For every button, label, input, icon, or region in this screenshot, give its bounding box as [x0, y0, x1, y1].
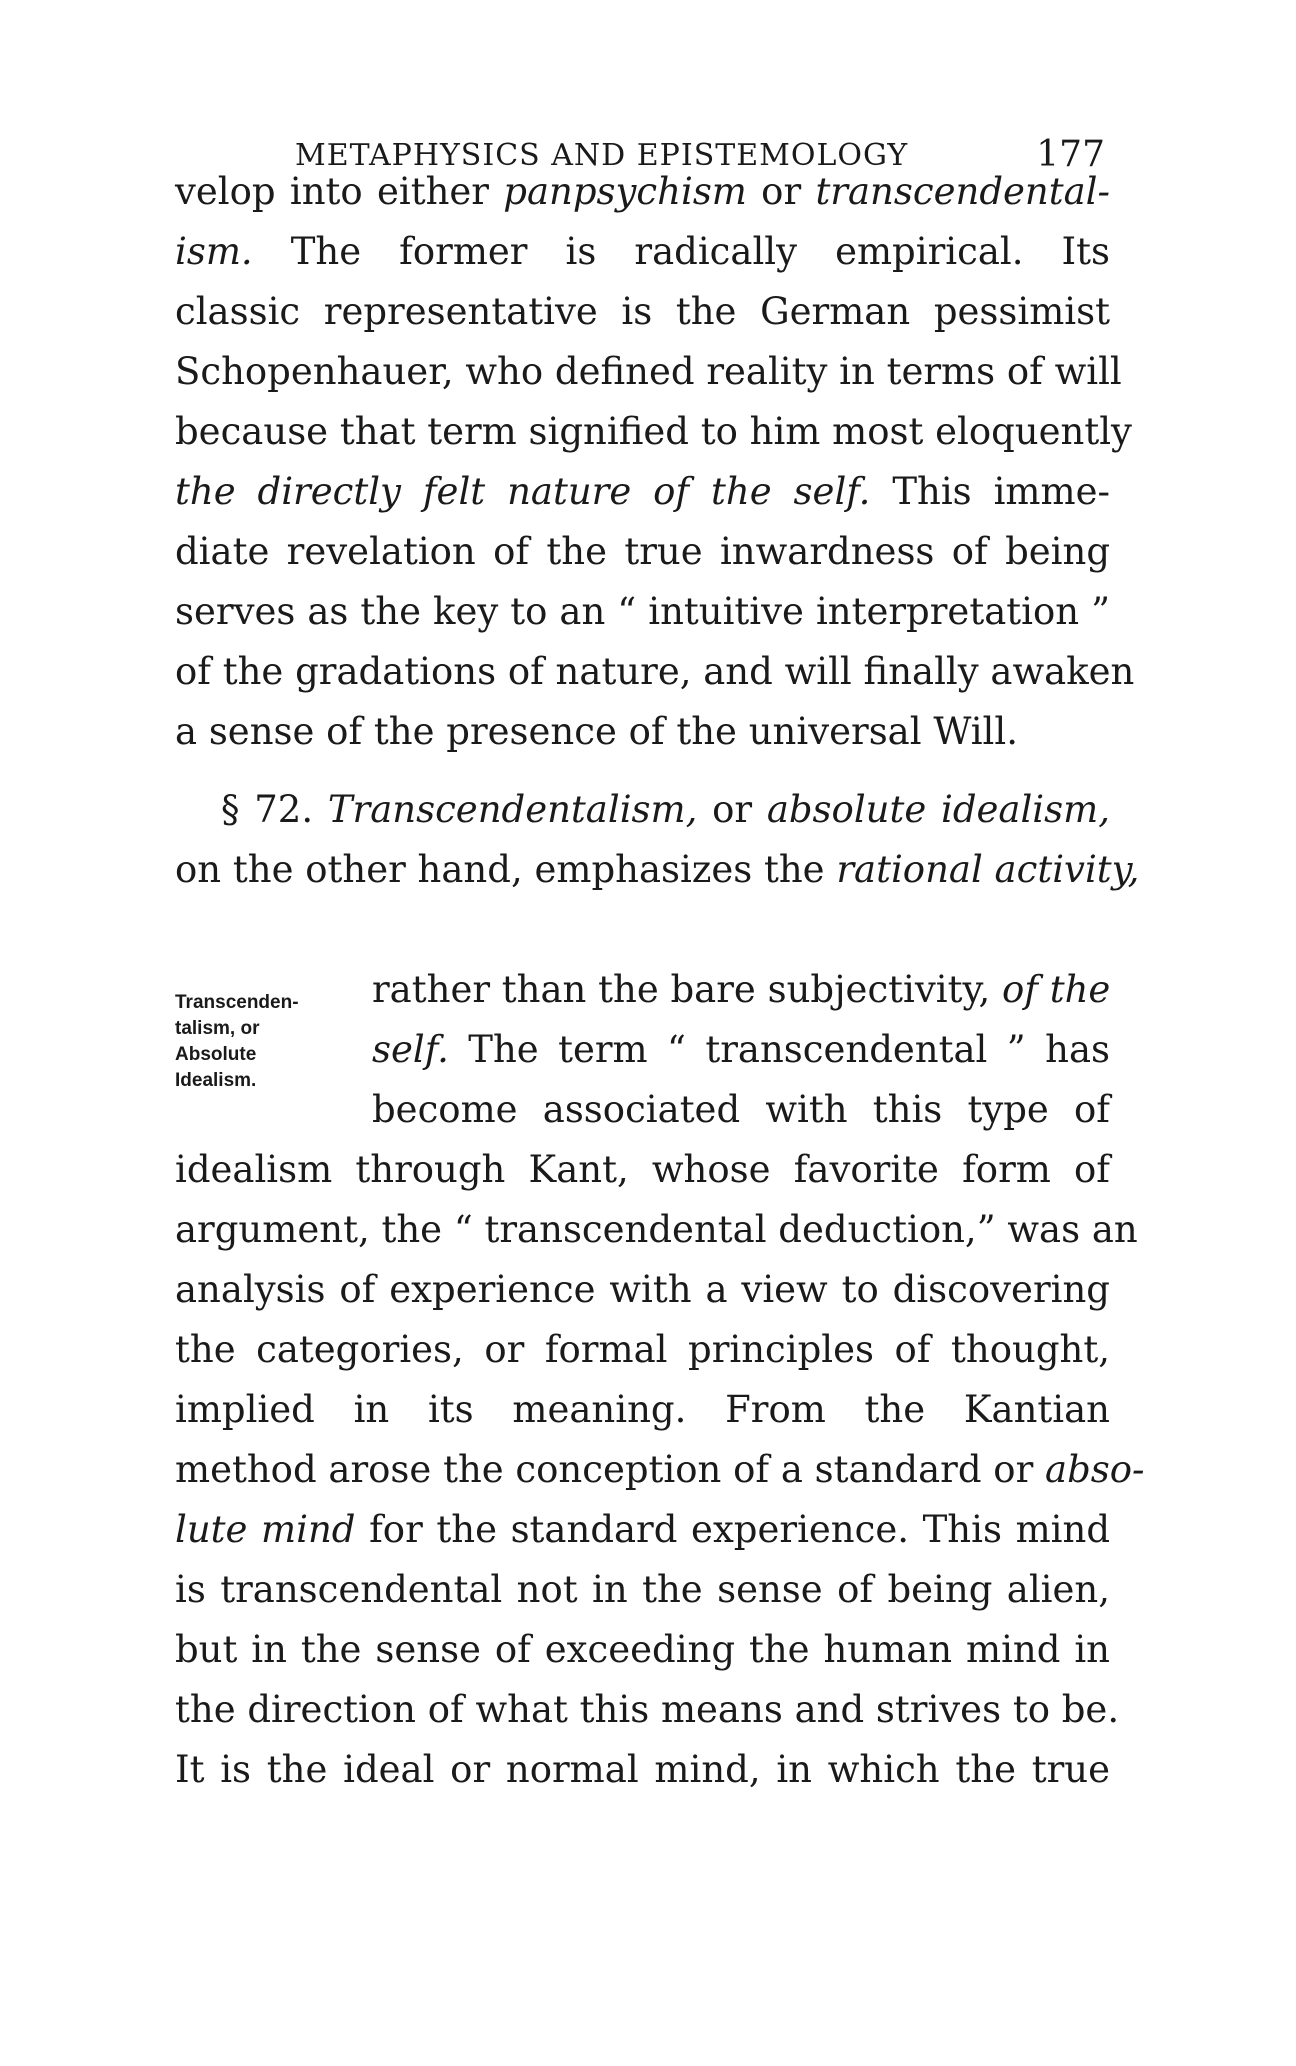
text-line: idealism through Kant, whose favorite form of: [175, 1148, 1110, 1191]
margin-note-line: talism, or: [175, 1018, 260, 1039]
text-line: a sense of the presence of the universal Will.: [175, 710, 1018, 753]
text-line: the categories, or formal principles of thought,: [175, 1328, 1110, 1371]
text-line: It is the ideal or normal mind, in which the true: [175, 1748, 1110, 1791]
margin-note-line: Transcenden-: [175, 992, 299, 1013]
text-line: diate revelation of the true inwardness of being: [175, 530, 1110, 573]
section-heading-line: § 72. Transcendentalism, or absolute idealism,: [221, 788, 1110, 831]
text-line: serves as the key to an “ intuitive interpretation ”: [175, 590, 1110, 633]
page-number: 177: [1036, 134, 1105, 175]
text-line: rather than the bare subjectivity, of the: [372, 968, 1111, 1011]
text-line: classic representative is the German pessimist: [175, 290, 1110, 333]
text-line: argument, the “ transcendental deduction,” was an: [175, 1208, 1138, 1251]
text-line: lute mind for the standard experience. This mind: [175, 1508, 1111, 1551]
text-line: but in the sense of exceeding the human mind in: [175, 1628, 1110, 1671]
text-line: the directly felt nature of the self. This imme-: [175, 470, 1110, 513]
margin-note-line: Absolute: [175, 1044, 257, 1065]
text-line: velop into either panpsychism or transcendental-: [175, 170, 1110, 213]
text-line: implied in its meaning. From the Kantian: [175, 1388, 1110, 1431]
text-line: because that term signified to him most eloquently: [175, 410, 1132, 453]
running-head: METAPHYSICS AND EPISTEMOLOGY: [295, 138, 909, 173]
text-line: the direction of what this means and strives to be.: [175, 1688, 1120, 1731]
text-line: become associated with this type of: [372, 1088, 1110, 1131]
text-line: ism. The former is radically empirical. Its: [175, 230, 1110, 273]
margin-note-line: Idealism.: [175, 1070, 257, 1091]
margin-note: [175, 990, 345, 1094]
text-line: method arose the conception of a standard or abso-: [175, 1448, 1145, 1491]
text-line: analysis of experience with a view to discovering: [175, 1268, 1110, 1311]
text-line: of the gradations of nature, and will finally awaken: [175, 650, 1135, 693]
text-line: is transcendental not in the sense of being alien,: [175, 1568, 1110, 1611]
text-line: Schopenhauer, who defined reality in terms of will: [175, 350, 1122, 393]
text-line: on the other hand, emphasizes the rational activity,: [175, 848, 1140, 891]
text-line: self. The term “ transcendental ” has: [372, 1028, 1110, 1071]
